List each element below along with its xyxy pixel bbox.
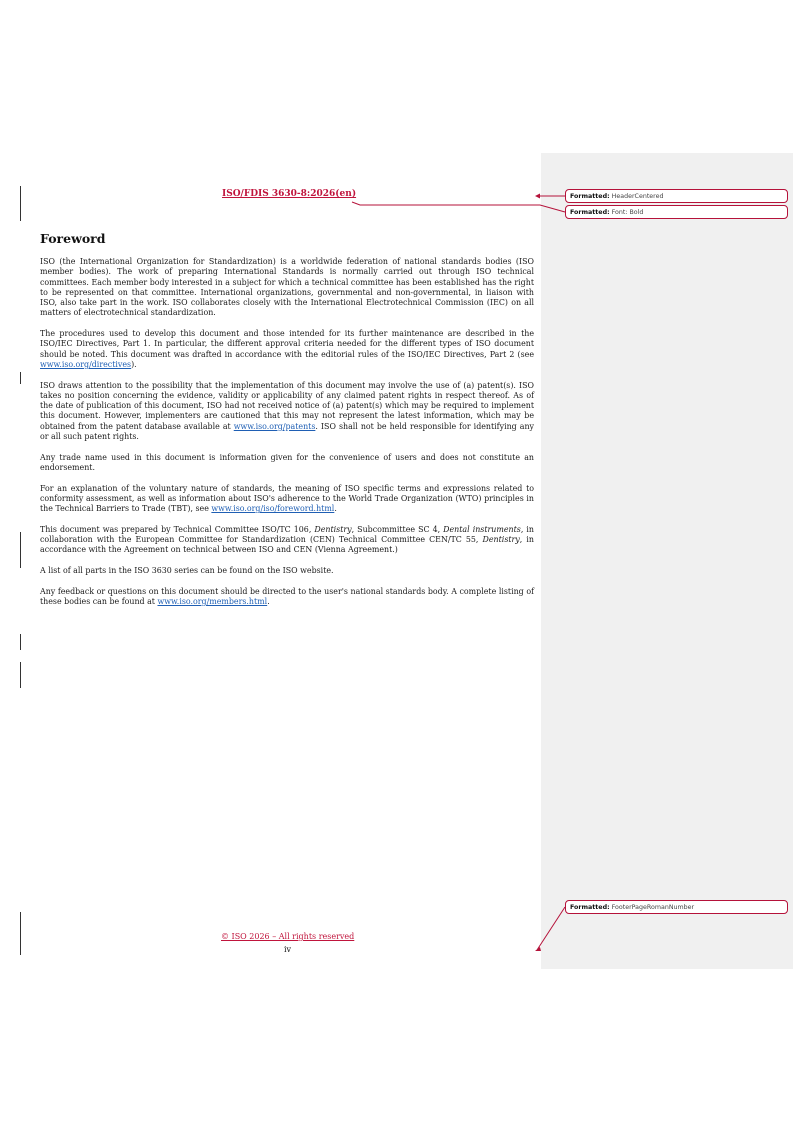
comment-balloon-footer[interactable]: Formatted: FooterPageRomanNumber [565,900,788,914]
change-bar [20,634,21,650]
comment-balloon-header[interactable]: Formatted: HeaderCentered [565,189,788,203]
paragraph-procedures: The procedures used to develop this document and those intended for its further maintenance are described in the ISO/IEC Directives, Part 1. In particular, the different approval criteria needed for the different types of ISO document should be noted. This document was drafted in accordance with the editorial rules of the ISO/IEC Directives, Part 2 (see www.iso.org/directives). [40,329,534,369]
paragraph-patents: ISO draws attention to the possibility that the implementation of this document may involve the use of (a) patent(s). ISO takes no position concerning the evidence, validity or applicability of any claimed patent rights in respect thereof. As of the date of publication of this document, ISO had not received notice of (a) patent(s) which may be required to implement this document. However, implementers are cautioned that this may not represent the latest information, which may be obtained from the patent database available at www.iso.org/patents. ISO shall not be held responsible for identifying any or all such patent rights. [40,380,534,442]
patents-link[interactable]: www.iso.org/patents [233,421,316,431]
paragraph-trade-name: Any trade name used in this document is information given for the convenience of users and does not constitute an endorsement. [40,452,534,472]
paragraph-parts-list: A list of all parts in the ISO 3630 series can be found on the ISO website. [40,565,334,575]
paragraph-feedback: Any feedback or questions on this document should be directed to the user's national standards body. A complete listing of these bodies can be found at www.iso.org/members.html. [40,586,534,606]
foreword-body [40,257,534,617]
change-bar [20,372,21,384]
comments-margin-panel [541,153,793,969]
change-bar [20,186,21,221]
directives-link[interactable]: www.iso.org/directives [40,359,132,369]
comment-balloon-font-bold[interactable]: Formatted: Font: Bold [565,205,788,219]
paragraph-voluntary-nature: For an explanation of the voluntary nature of standards, the meaning of ISO specific terms and expressions related to conformity assessment, as well as information about ISO's adherence to the World Trade Organization (WTO) principles in the Technical Barriers to Trade (TBT), see www.iso.org/iso/foreword.html. [40,483,534,514]
footer-copyright: © ISO 2026 – All rights reserved [221,932,355,941]
page-title: Foreword [40,231,106,246]
foreword-link[interactable]: www.iso.org/iso/foreword.html [211,504,335,514]
change-bar [20,912,21,955]
footer-page-number: iv [284,945,292,954]
members-link[interactable]: www.iso.org/members.html [157,596,268,606]
document-header-id: ISO/FDIS 3630-8:2026(en) [222,189,357,199]
paragraph-iso-intro: ISO (the International Organization for Standardization) is a worldwide federation of national standards bodies (ISO member bodies). The work of preparing International Standards is normally carried out through ISO technical committees. Each member body interested in a subject for which a technical committee has been established has the right to be represented on that committee. International organizations, governmental and non-governmental, in liaison with ISO, also take part in the work. ISO collaborates closely with the International Electrotechnical Commission (IEC) on all matters of electrotechnical standardization. [40,257,534,318]
paragraph-committee: This document was prepared by Technical Committee ISO/TC 106, Dentistry, Subcommittee SC 4, Dental instruments, in collaboration with the European Committee for Standardization (CEN) Technical Committee CEN/TC 55, Dentistry, in accordance with the Agreement on technical between ISO and CEN (Vienna Agreement.) [40,524,535,555]
change-bar [20,532,21,568]
change-bar [20,662,21,688]
